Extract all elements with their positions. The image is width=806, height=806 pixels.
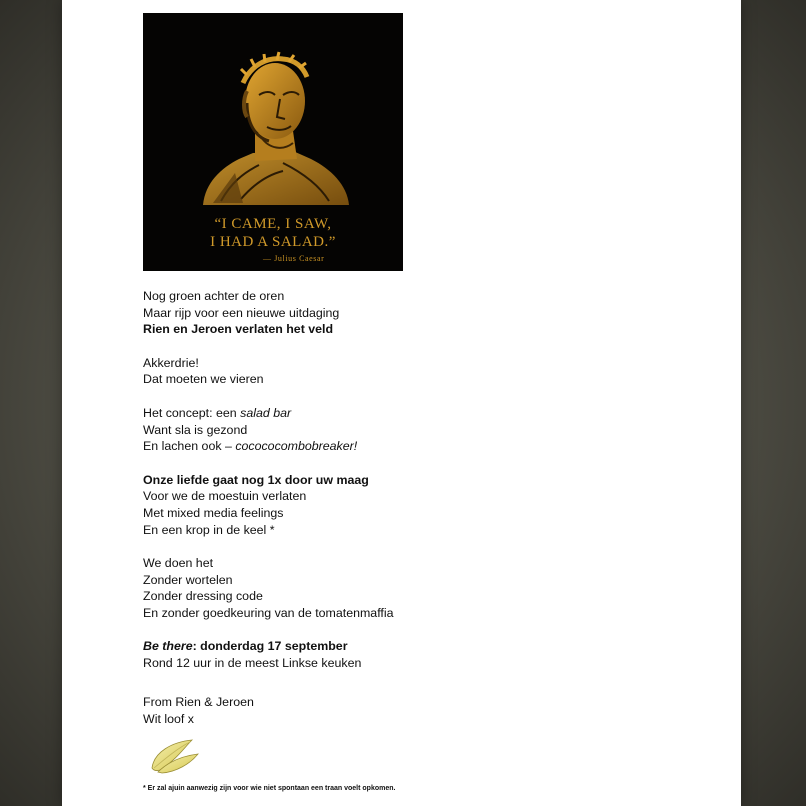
quote-attribution: — Julius Caesar	[263, 254, 325, 263]
poem-line: Wit loof x	[143, 711, 194, 726]
poem-line: Met mixed media feelings	[143, 505, 284, 520]
poem-line	[143, 438, 703, 455]
poem-text-italic: salad bar	[240, 405, 292, 420]
quote-line-2: I HAD A SALAD.”	[210, 234, 336, 250]
poem-line: Rond 12 uur in de meest Linkse keuken	[143, 656, 362, 671]
poem-line: We doen het	[143, 556, 214, 570]
poem-line: Onze liefde gaat nog 1x door uw maag	[143, 472, 369, 487]
poem-line: Zonder wortelen	[143, 572, 233, 587]
poem-line: Voor we de moestuin verlaten	[143, 489, 307, 504]
poem-line: Akkerdrie!	[143, 355, 199, 370]
poem-text: Het concept: een	[143, 405, 241, 420]
invitation-poem	[143, 288, 703, 727]
poem-line	[143, 405, 703, 422]
endive-leaf-icon	[148, 738, 200, 774]
footnote: * Er zal ajuin aanwezig zijn voor wie niet spontaan een traan voelt opkomen.	[143, 785, 396, 792]
invitation-page	[62, 0, 741, 806]
poem-line: Maar rijp voor een nieuwe uitdaging	[143, 305, 340, 320]
poem-text: En lachen ook –	[143, 439, 236, 454]
poem-line	[143, 638, 703, 655]
poem-text-italic: Be there	[143, 639, 193, 654]
poem-line: From Rien & Jeroen	[143, 694, 254, 709]
poem-line: En zonder goedkeuring van de tomatenmaffia	[143, 606, 394, 621]
poem-line: Nog groen achter de oren	[143, 289, 285, 303]
poem-text: : donderdag 17 september	[192, 639, 348, 654]
caesar-poster	[143, 13, 403, 271]
poem-line: Want sla is gezond	[143, 422, 248, 437]
quote-line-1: “I CAME, I SAW,	[214, 216, 332, 232]
poem-line: En een krop in de keel *	[143, 522, 275, 537]
poem-line: Rien en Jeroen verlaten het veld	[143, 322, 334, 337]
poem-text-italic: cocococombobreaker!	[235, 439, 358, 454]
poem-line: Zonder dressing code	[143, 589, 263, 604]
poem-line: Dat moeten we vieren	[143, 372, 264, 387]
